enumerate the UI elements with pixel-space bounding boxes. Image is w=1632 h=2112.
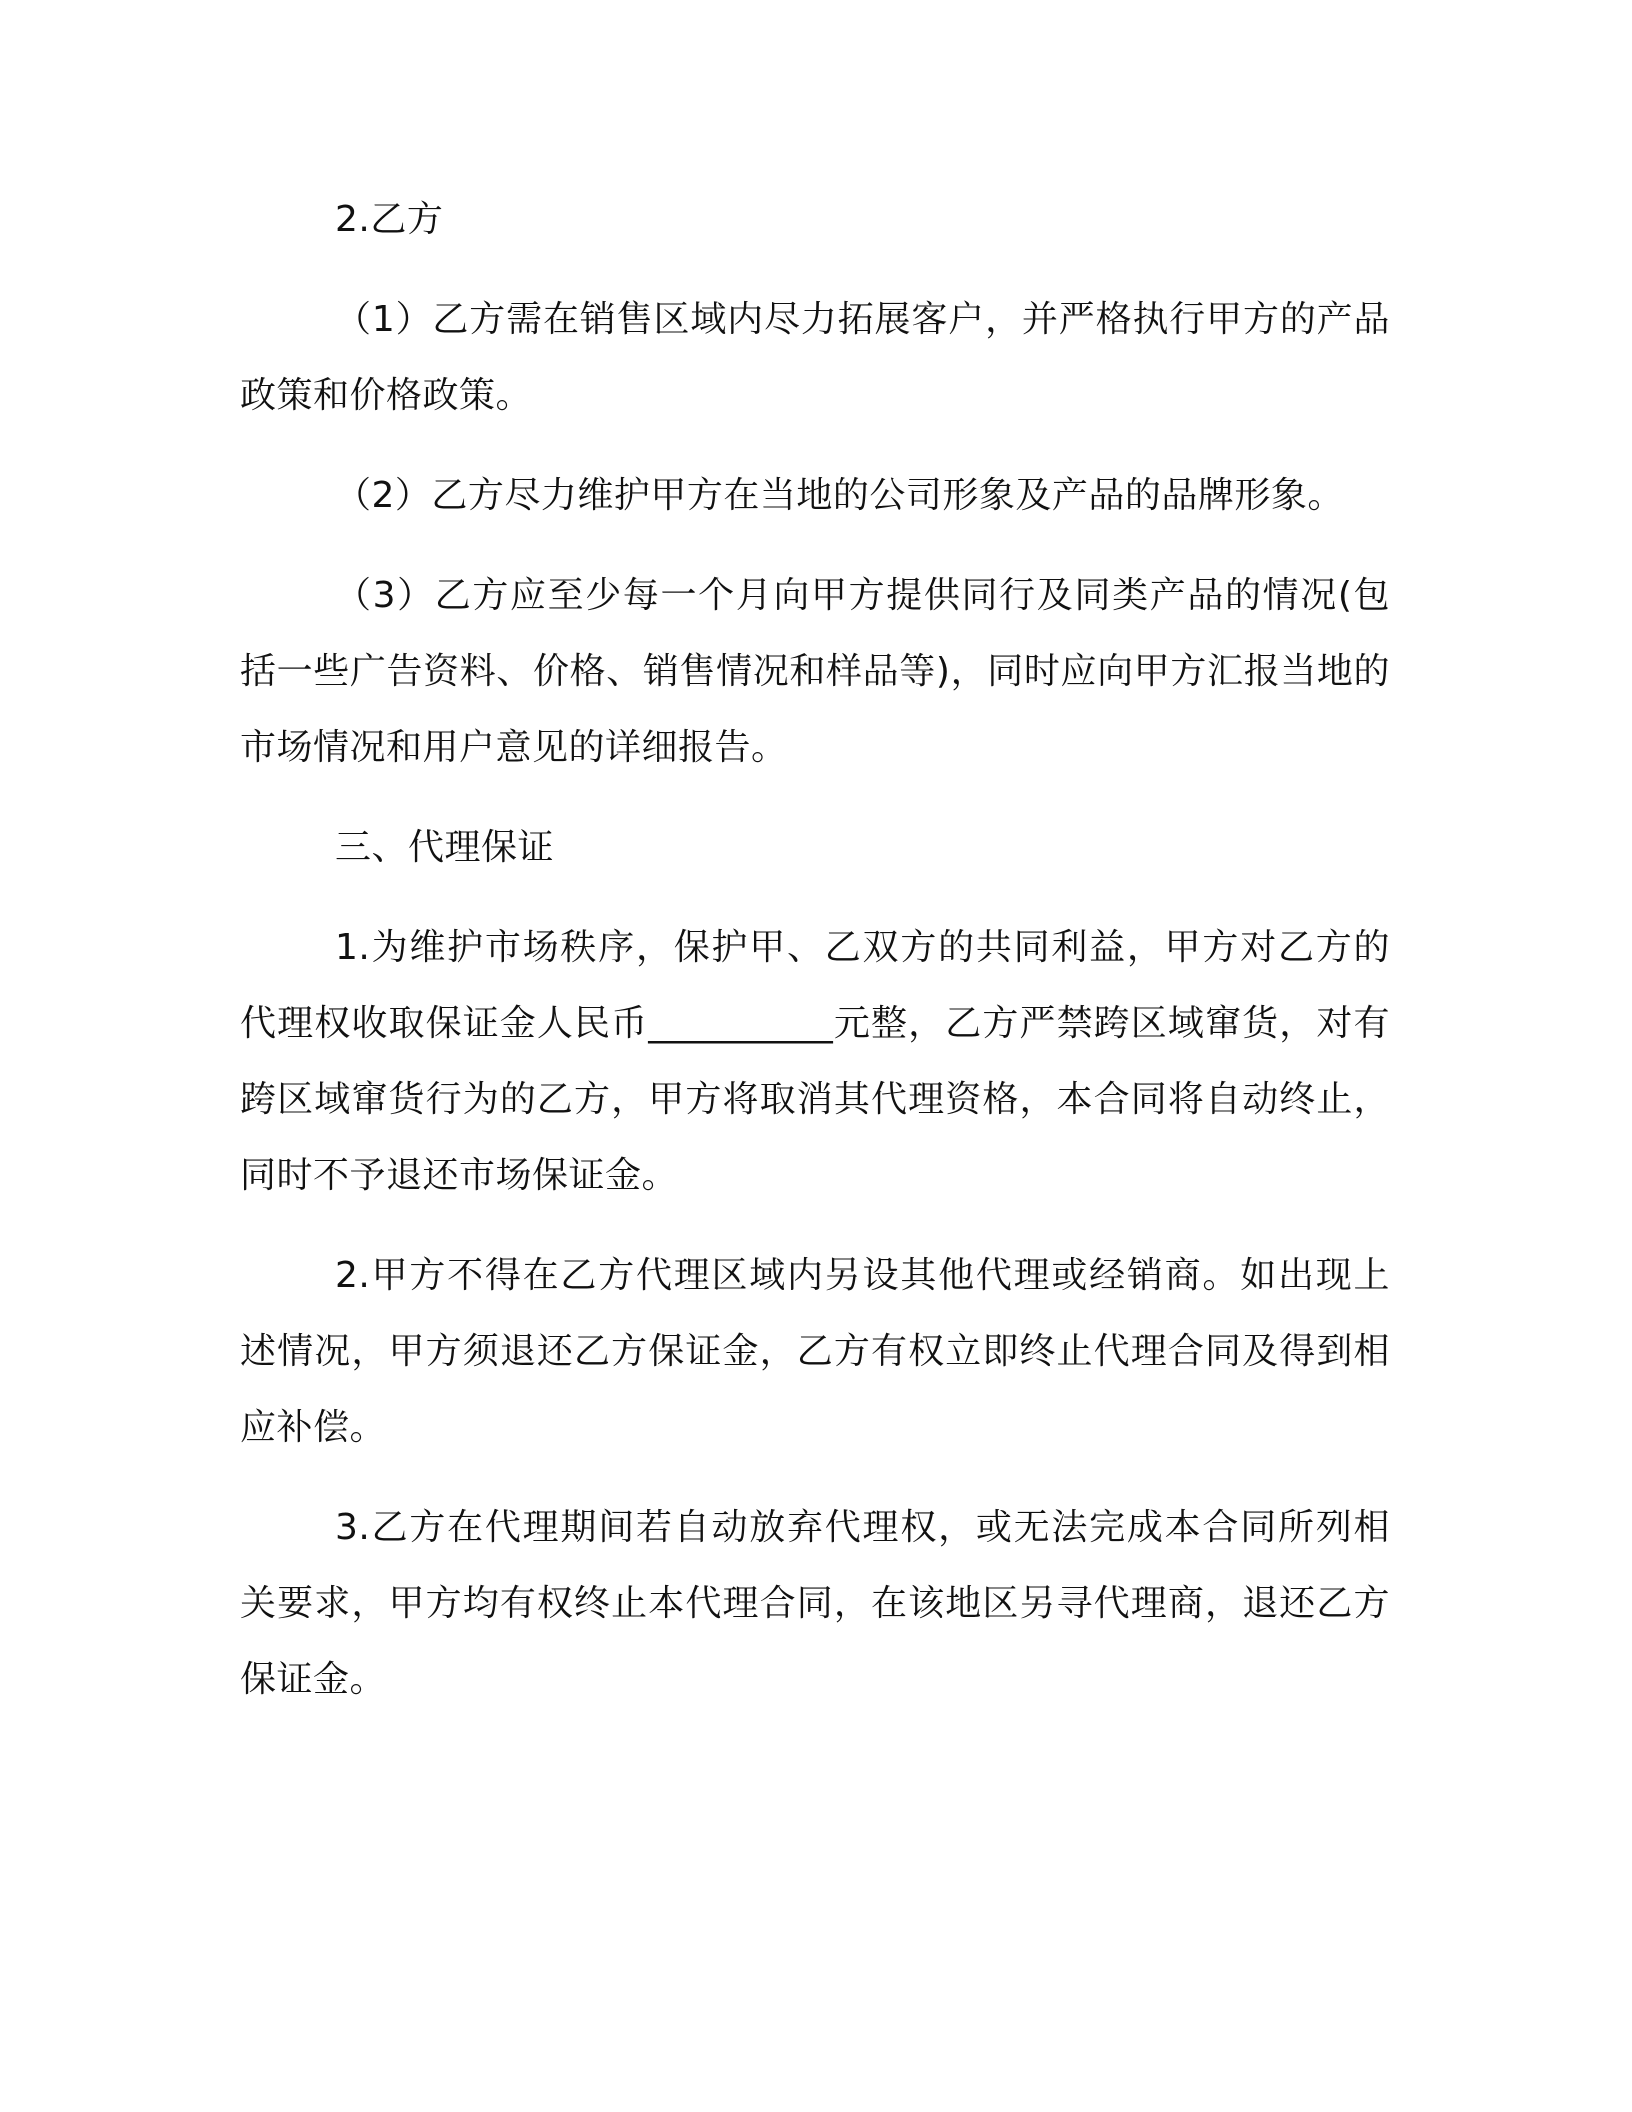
paragraph-party-b-item-1: （1）乙方需在销售区域内尽力拓展客户，并严格执行甲方的产品政策和价格政策。	[240, 299, 1390, 416]
document-body	[240, 182, 1390, 1742]
paragraph-party-b-item-3: （3）乙方应至少每一个月向甲方提供同行及同类产品的情况(包括一些广告资料、价格、销售情况和样品等)，同时应向甲方汇报当地的市场情况和用户意见的详细报告。	[240, 575, 1390, 768]
section-heading-agency-guarantee: 三、代理保证	[335, 827, 555, 868]
paragraph-guarantee-item-2: 2.甲方不得在乙方代理区域内另设其他代理或经销商。如出现上述情况，甲方须退还乙方保证金，乙方有权立即终止代理合同及得到相应补偿。	[240, 1255, 1390, 1448]
paragraph-party-b-item-2: （2）乙方尽力维护甲方在当地的公司形象及产品的品牌形象。	[335, 475, 1344, 516]
section-heading-party-b: 2.乙方	[335, 199, 444, 240]
paragraph-guarantee-item-1: 1.为维护市场秩序，保护甲、乙双方的共同利益，甲方对乙方的代理权收取保证金人民币__________元整，乙方严禁跨区域窜货，对有跨区域窜货行为的乙方，甲方将取消其代理资格，本合同将自动终止，同时不予退还市场保证金。	[240, 927, 1390, 1196]
paragraph-guarantee-item-3: 3.乙方在代理期间若自动放弃代理权，或无法完成本合同所列相关要求，甲方均有权终止本代理合同，在该地区另寻代理商，退还乙方保证金。	[240, 1507, 1390, 1700]
